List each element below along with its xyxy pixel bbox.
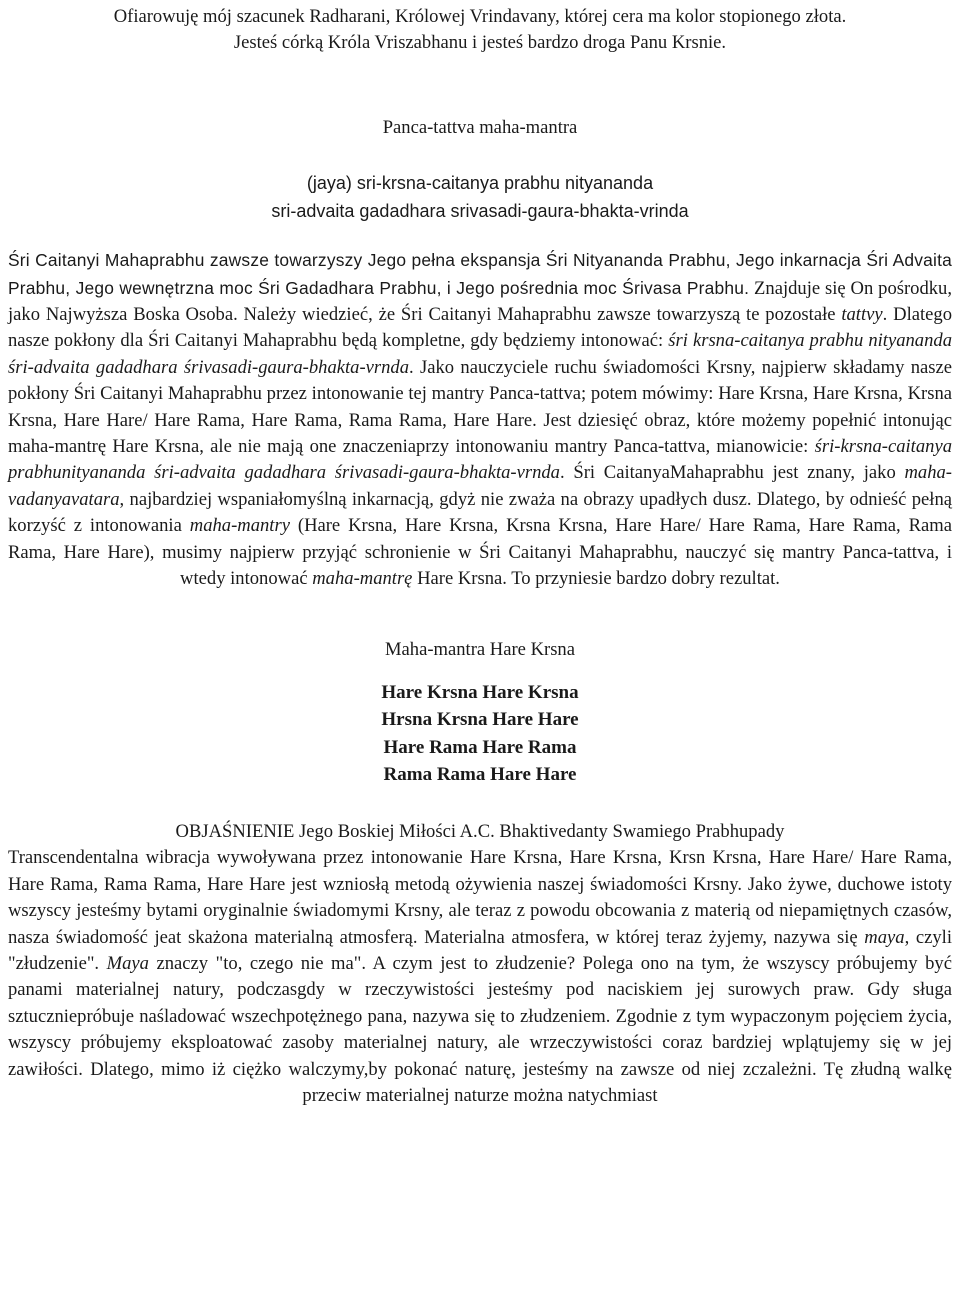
expl-text-1: Transcendentalna wibracja wywoływana przez intonowanie Hare Krsna, Hare Krsna, Krsn Krsna, Hare Hare/ Hare Rama, Hare Rama, Rama Rama, Hare Hare jest wzniosłą metodą ożywienia naszej świadomości Krsny. Jako żywe, duchowe istoty wszyscy jesteśmy bytami oryginalnie świadomymi Krsny, ale teraz z powodu obcowania z materią od niepamiętnych czasów, nasza świadomość jeat skażona materialną atmosferą. Materialna atmosfera, w której teraz żyjemy, nazywa się	[8, 847, 952, 948]
para1-text-1: Znajduje się On pośrodku, jako Najwyższa Boska Osoba. Należy wiedzieć, że Śri Caitanyi Mahaprabhu zawsze towarzyszą te pozostałe	[8, 277, 953, 326]
expl-italic-2: Maya	[106, 952, 149, 974]
explanation-heading: OBJAŚNIENIE Jego Boskiej Miłości A.C. Bhaktivedanty Swamiego Prabhupady	[175, 820, 785, 842]
para1-sans-text: Śri Caitanyi Mahaprabhu zawsze towarzyszy Jego pełna ekspansja Śri Nityananda Prabhu, Jego inkarnacja Śri Advaita Prabhu, Jego wewnętrzna moc Śri Gadadhara Prabhu, i Jego pośrednia moc Śrivasa Prabhu.	[8, 250, 952, 298]
para1-italic-6: maha-mantrę	[312, 568, 413, 590]
para1-text-7: Hare Krsna. To przyniesie bardzo dobry rezultat.	[412, 568, 780, 590]
para1-text-3: . Jako nauczyciele ruchu świadomości Krsny, najpierw składamy nasze pokłony Śri Caitanyi Mahaprabhu przez intonowanie tej mantry Panca-tattva; potem mówimy: Hare Krsna, Hare Krsna, Krsna Krsna, Hare Hare/ Hare Rama, Hare Rama, Rama Rama, Hare Hare. Jest dziesięć obraz, które możemy popełnić intonując maha-mantrę Hare Krsna, ale nie mają one znaczeniaprzy intonowaniu mantry Panca-tattva, mianowicie:	[8, 356, 952, 458]
expl-text-3: znaczy "to, czego nie ma". A czym jest to złudzenie? Polega ono na tym, że wszyscy próbujemy być panami materialnej natury, podczasgdy w rzeczywistości jesteśmy pod naciskiem jej surowych praw. Gdy sługa sztuczniepróbuje naśladować wszechpotężnego pana, nazywa się to złudzeniem. Zgodnie z tym wypaczonym pojęciem życia, wszyscy próbujemy eksploatować zasoby materialnej natury, ale wrzeczywistości coraz bardziej wplątujemy się w jej zawiłości. Dlatego, mimo iż ciężko walczymy,by pokonać naturę, jesteśmy na zawsze od niej zczależni. Tę złudną walkę przeciw materialnej naturze można natychmiast	[8, 952, 952, 1106]
mantra-line-1: (jaya) sri-krsna-caitanya prabhu nityananda	[306, 173, 654, 194]
mantra-line-2: sri-advaita gadadhara srivasadi-gaura-bhakta-vrinda	[271, 201, 689, 222]
expl-italic-1: maya	[864, 926, 905, 948]
maha-mantra-line-2: Hrsna Krsna Hare Hare	[381, 709, 579, 731]
para1-italic-2: śri krsna-caitanya prabhu nityananda śri-advaita gadadhara śrivasadi-gaura-bhakta-vrnda	[8, 330, 952, 378]
explanation-paragraph	[8, 845, 952, 1109]
para1-text-6: (Hare Krsna, Hare Krsna, Krsna Krsna, Hare Hare/ Hare Rama, Hare Rama, Rama Rama, Hare Hare), musimy najpierw przyjąć schronienie w Śri Caitanyi Mahaprabhu, nauczyć się mantry Panca-tattva, i wtedy intonować	[8, 515, 952, 590]
dedication-line-1: Ofiarowuję mój szacunek Radharani, Królowej Vrindavany, której cera ma kolor stopionego złota.	[113, 6, 847, 27]
para1-text-5: , najbardziej wspaniałomyślną inkarnacją, gdyż nie zważa na obrazy upadłych dusz. Dlatego, by odnieść pełną korzyść z intonowania	[8, 488, 952, 537]
dedication	[8, 4, 952, 57]
para1-italic-3: śri-krsna-caitanya prabhunityananda śri-advaita gadadhara śrivasadi-gaura-bhakta-vrnda	[8, 436, 952, 484]
maha-mantra-line-1: Hare Krsna Hare Krsna	[381, 681, 579, 703]
para1-text-2: . Dlatego nasze pokłony dla Śri Caitanyi Mahaprabhu będą kompletne, gdy będziemy intonować:	[8, 304, 952, 352]
panca-tattva-title: Panca-tattva maha-mantra	[382, 116, 578, 138]
panca-tattva-paragraph	[8, 247, 952, 592]
dedication-line-2: Jesteś córką Króla Vriszabhanu i jesteś bardzo droga Panu Krsnie.	[233, 32, 727, 54]
para1-italic-4: maha-vadanyavatara	[8, 462, 952, 510]
panca-tattva-mantra	[8, 169, 952, 225]
expl-text-2: , czyli "złudzenie".	[8, 926, 952, 974]
document-page	[8, 0, 952, 1109]
para1-text-4: . Śri CaitanyaMahaprabhu jest znany, jako	[559, 462, 905, 484]
para1-italic-5: maha-mantry	[189, 515, 290, 537]
para1-italic-1: tattvy	[841, 304, 883, 326]
maha-mantra-line-4: Rama Rama Hare Hare	[383, 764, 577, 786]
maha-mantra-line-3: Hare Rama Hare Rama	[383, 736, 577, 758]
maha-mantra-title: Maha-mantra Hare Krsna	[385, 638, 575, 660]
maha-mantra-lines	[8, 679, 952, 789]
